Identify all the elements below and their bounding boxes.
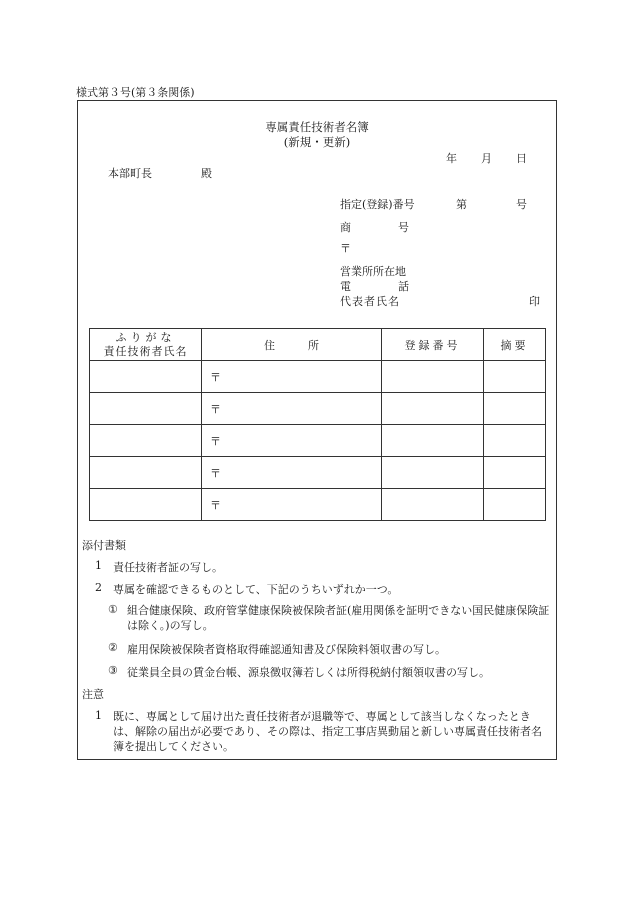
notes-heading: 注意 bbox=[82, 688, 104, 701]
attachment-sub-1-number: ① bbox=[108, 603, 118, 616]
address-cell[interactable]: 〒 bbox=[202, 393, 382, 425]
table-row bbox=[90, 425, 546, 457]
license-number-label: 指定(登録)番号 bbox=[340, 198, 415, 211]
registration-number-cell[interactable] bbox=[382, 393, 484, 425]
addressee-name: 本部町長 bbox=[108, 167, 152, 180]
registration-number-cell[interactable] bbox=[382, 361, 484, 393]
attachment-sub-3-text: 従業員全員の賃金台帳、源泉徴収簿若しくは所得税納付額領収書の写し。 bbox=[127, 666, 490, 679]
date-day: 日 bbox=[516, 152, 527, 165]
attachment-sub-3-number: ③ bbox=[108, 664, 118, 677]
name-cell[interactable] bbox=[90, 489, 202, 521]
name-cell[interactable] bbox=[90, 457, 202, 489]
attachment-sub-2-number: ② bbox=[108, 641, 118, 654]
attachment-item-1-number: 1 bbox=[95, 559, 102, 572]
registration-number-cell[interactable] bbox=[382, 489, 484, 521]
remarks-cell[interactable] bbox=[484, 489, 546, 521]
note-item-1-text: 既に、専属として届け出た責任技術者が退職等で、専属として該当しなくなったときは、解除の届出が必要であり、その際は、指定工事店異動届と新しい専属責任技術者名簿を提出してください。 bbox=[113, 710, 542, 753]
remarks-cell[interactable] bbox=[484, 361, 546, 393]
table-row bbox=[90, 457, 546, 489]
header-remarks: 摘要 bbox=[484, 329, 546, 361]
address-cell[interactable]: 〒 bbox=[202, 361, 382, 393]
technician-register-table bbox=[89, 328, 546, 521]
addressee-honorific: 殿 bbox=[201, 167, 212, 180]
name-cell[interactable] bbox=[90, 393, 202, 425]
license-number-go: 号 bbox=[516, 198, 527, 211]
seal-mark: 印 bbox=[529, 295, 540, 308]
table-row bbox=[90, 393, 546, 425]
phone-label-1: 電 bbox=[340, 280, 351, 293]
header-technician-name: 責任技術者氏名 bbox=[103, 344, 188, 358]
registration-number-cell[interactable] bbox=[382, 457, 484, 489]
address-cell[interactable]: 〒 bbox=[202, 489, 382, 521]
representative-label: 代表者氏名 bbox=[340, 295, 400, 308]
trade-name-label-1: 商 bbox=[340, 221, 351, 234]
table-row bbox=[90, 489, 546, 521]
table-row bbox=[90, 361, 546, 393]
date-year: 年 bbox=[446, 152, 457, 165]
attachment-sub-2-text: 雇用保険被保険者資格取得確認通知書及び保険料領収書の写し。 bbox=[127, 643, 446, 656]
attachment-item-1-text: 責任技術者証の写し。 bbox=[113, 561, 223, 574]
address-cell[interactable]: 〒 bbox=[202, 425, 382, 457]
note-item-1-number: 1 bbox=[95, 709, 102, 722]
attachments-heading: 添付書類 bbox=[82, 539, 126, 552]
registration-number-cell[interactable] bbox=[382, 425, 484, 457]
remarks-cell[interactable] bbox=[484, 393, 546, 425]
name-cell[interactable] bbox=[90, 425, 202, 457]
trade-name-label-2: 号 bbox=[398, 221, 409, 234]
remarks-cell[interactable] bbox=[484, 457, 546, 489]
license-number-dai: 第 bbox=[456, 198, 467, 211]
date-month: 月 bbox=[481, 152, 492, 165]
name-cell[interactable] bbox=[90, 361, 202, 393]
header-name bbox=[90, 329, 202, 361]
document-title: 専属責任技術者名簿 bbox=[265, 120, 369, 134]
form-label: 様式第３号(第３条関係) bbox=[76, 86, 195, 99]
postal-mark: 〒 bbox=[340, 242, 351, 255]
phone-label-2: 話 bbox=[398, 280, 409, 293]
attachment-item-2-text: 専属を確認できるものとして、下記のうちいずれか一つ。 bbox=[113, 583, 399, 596]
header-address: 住 所 bbox=[202, 329, 382, 361]
document-subtitle: (新規・更新) bbox=[283, 135, 351, 149]
attachment-item-2-number: 2 bbox=[95, 581, 102, 594]
header-furigana: ふりがな bbox=[115, 330, 176, 344]
header-registration-number: 登録番号 bbox=[382, 329, 484, 361]
attachment-sub-1-text: 組合健康保険、政府管掌健康保険被保険者証(雇用関係を証明できない国民健康保険証は除く。)の写し。 bbox=[127, 604, 550, 632]
remarks-cell[interactable] bbox=[484, 425, 546, 457]
address-cell[interactable]: 〒 bbox=[202, 457, 382, 489]
office-address-label: 営業所所在地 bbox=[340, 265, 406, 278]
